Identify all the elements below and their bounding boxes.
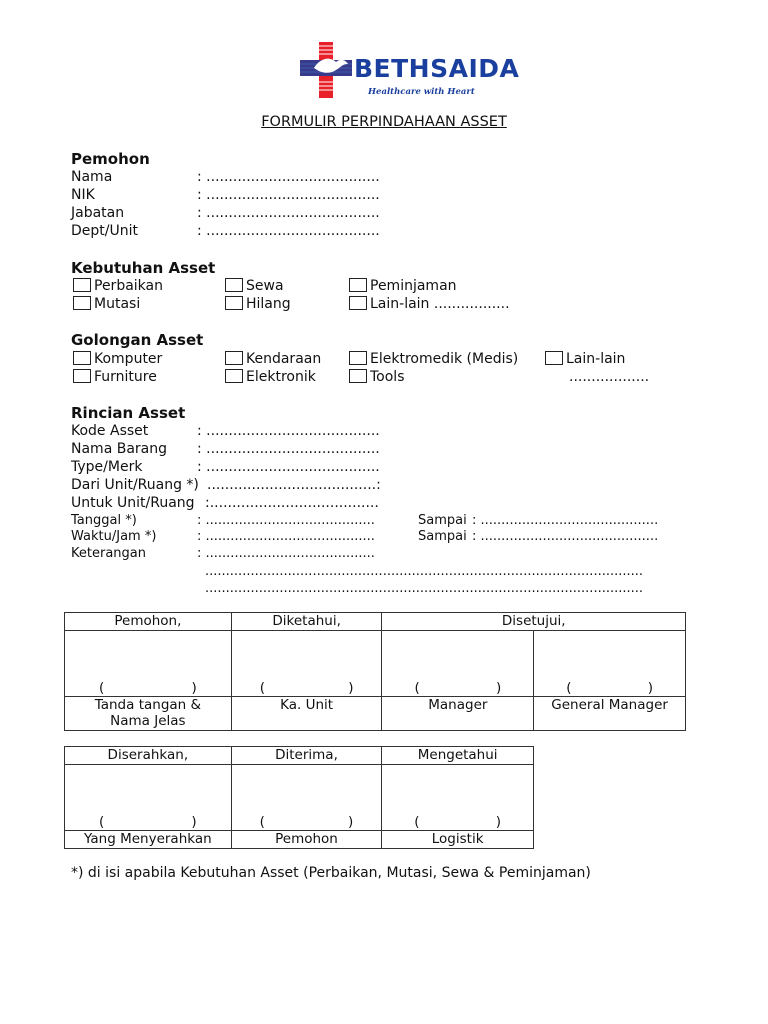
checkbox-lain-lain-golongan[interactable]: Lain-lain: [545, 350, 625, 368]
role-label: Manager: [382, 697, 534, 731]
field-value[interactable]: : .......................................: [197, 187, 380, 203]
keterangan-value[interactable]: : .........................................: [197, 546, 375, 561]
keterangan-line[interactable]: ..........................................................................................................: [205, 581, 644, 596]
tanggal-label: Tanggal *): [71, 513, 137, 528]
logo-name: BETHSAIDA: [354, 54, 520, 83]
signature-box[interactable]: ( ): [231, 631, 382, 697]
section-golongan-heading: Golongan Asset: [71, 331, 204, 349]
field-value[interactable]: ......................................:: [207, 477, 381, 493]
waktu-value[interactable]: : .........................................: [197, 529, 375, 544]
field-label: Kode Asset: [71, 423, 149, 439]
field-value[interactable]: : .......................................: [197, 169, 380, 185]
role-label: Ka. Unit: [231, 697, 382, 731]
field-label: Nama Barang: [71, 441, 167, 457]
role-label: Yang Menyerahkan: [65, 831, 232, 849]
keterangan-label: Keterangan: [71, 546, 146, 561]
approval-table: [64, 612, 686, 731]
footnote: *) di isi apabila Kebutuhan Asset (Perbaikan, Mutasi, Sewa & Peminjaman): [71, 865, 591, 881]
header-diterima: Diterima,: [231, 747, 382, 765]
field-value[interactable]: : .......................................: [197, 423, 380, 439]
role-label: Tanda tangan & Nama Jelas: [65, 697, 232, 731]
waktu-sampai-value[interactable]: : ...........................................: [472, 529, 659, 544]
section-rincian-heading: Rincian Asset: [71, 404, 186, 422]
checkbox-box[interactable]: [349, 351, 367, 365]
checkbox-box[interactable]: [545, 351, 563, 365]
signature-box[interactable]: ( ): [534, 631, 686, 697]
keterangan-line[interactable]: ..........................................................................................................: [205, 564, 644, 579]
form-title: FORMULIR PERPINDAHAAN ASSET: [261, 114, 507, 130]
tanggal-sampai-label: Sampai: [418, 513, 467, 528]
waktu-label: Waktu/Jam *): [71, 529, 157, 544]
field-label: Dari Unit/Ruang *): [71, 477, 199, 493]
role-label: General Manager: [534, 697, 686, 731]
checkbox-box[interactable]: [73, 369, 91, 383]
field-label: Nama: [71, 169, 113, 185]
checkbox-elektromedik[interactable]: Elektromedik (Medis): [349, 350, 518, 368]
section-kebutuhan-heading: Kebutuhan Asset: [71, 259, 216, 277]
waktu-sampai-label: Sampai: [418, 529, 467, 544]
field-value[interactable]: : .......................................: [197, 223, 380, 239]
signature-box[interactable]: ( ): [65, 765, 232, 831]
checkbox-furniture[interactable]: Furniture: [73, 368, 157, 386]
checkbox-peminjaman[interactable]: Peminjaman: [349, 277, 457, 295]
header-disetujui: Disetujui,: [382, 613, 686, 631]
checkbox-perbaikan[interactable]: Perbaikan: [73, 277, 163, 295]
checkbox-box[interactable]: [349, 369, 367, 383]
logo: [300, 42, 520, 100]
header-diserahkan: Diserahkan,: [65, 747, 232, 765]
header-pemohon: Pemohon,: [65, 613, 232, 631]
checkbox-box[interactable]: [225, 351, 243, 365]
checkbox-hilang[interactable]: Hilang: [225, 295, 291, 313]
field-label: Type/Merk: [71, 459, 143, 475]
field-label: Untuk Unit/Ruang: [71, 495, 195, 511]
checkbox-box[interactable]: [225, 278, 243, 292]
field-label: Jabatan: [71, 205, 125, 221]
field-value[interactable]: : .......................................: [197, 441, 380, 457]
field-label: NIK: [71, 187, 95, 203]
section-pemohon-heading: Pemohon: [71, 150, 150, 168]
field-value[interactable]: :......................................: [205, 495, 379, 511]
signature-box[interactable]: ( ): [382, 631, 534, 697]
role-label: Pemohon: [231, 831, 382, 849]
header-diketahui: Diketahui,: [231, 613, 382, 631]
signature-box[interactable]: ( ): [231, 765, 382, 831]
checkbox-box[interactable]: [225, 369, 243, 383]
checkbox-komputer[interactable]: Komputer: [73, 350, 162, 368]
checkbox-box[interactable]: [349, 278, 367, 292]
checkbox-box[interactable]: [73, 351, 91, 365]
checkbox-box[interactable]: [225, 296, 243, 310]
checkbox-lain-lain[interactable]: Lain-lain .................: [349, 295, 510, 313]
header-mengetahui: Mengetahui: [382, 747, 534, 765]
logo-tagline: Healthcare with Heart: [368, 87, 475, 97]
tanggal-sampai-value[interactable]: : ...........................................: [472, 513, 659, 528]
checkbox-box[interactable]: [73, 296, 91, 310]
handover-table: [64, 746, 534, 849]
role-label: Logistik: [382, 831, 534, 849]
checkbox-box[interactable]: [349, 296, 367, 310]
checkbox-tools[interactable]: Tools: [349, 368, 405, 386]
field-value[interactable]: : .......................................: [197, 459, 380, 475]
signature-box[interactable]: ( ): [65, 631, 232, 697]
checkbox-kendaraan[interactable]: Kendaraan: [225, 350, 321, 368]
signature-box[interactable]: ( ): [382, 765, 534, 831]
checkbox-box[interactable]: [73, 278, 91, 292]
tanggal-value[interactable]: : .........................................: [197, 513, 375, 528]
lain-lain-fill-line[interactable]: ..................: [569, 369, 650, 385]
field-value[interactable]: : .......................................: [197, 205, 380, 221]
checkbox-elektronik[interactable]: Elektronik: [225, 368, 316, 386]
checkbox-sewa[interactable]: Sewa: [225, 277, 284, 295]
checkbox-mutasi[interactable]: Mutasi: [73, 295, 140, 313]
field-label: Dept/Unit: [71, 223, 138, 239]
cross-dove-icon: [300, 42, 352, 98]
